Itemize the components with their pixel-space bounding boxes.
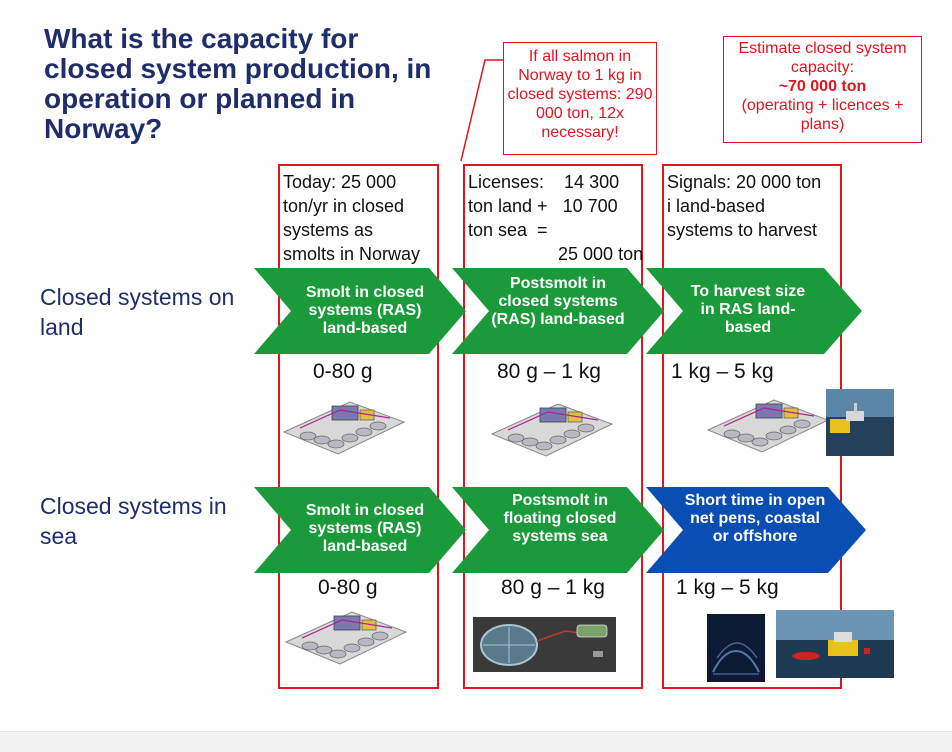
- callout-pointer: [455, 58, 507, 163]
- stage-text-sea-openpens: Short time in open net pens, coastal or offshore: [684, 492, 826, 545]
- ras-facility-image: [282, 602, 410, 672]
- ras-facility-image: [280, 392, 408, 462]
- callout-all-salmon: If all salmon in Norway to 1 kg in closed systems: 290 000 ton, 12x necessary!: [503, 42, 657, 155]
- stage-text-sea-smolt: Smolt in closed systems (RAS) land-based: [305, 502, 425, 555]
- column-header-today: Today: 25 000 ton/yr in closed systems as smolts in Norway: [283, 172, 421, 264]
- stage-text-land-postsmolt: Postsmolt in closed systems (RAS) land-based: [491, 275, 625, 328]
- weight-land-harvest: 1 kg – 5 kg: [671, 360, 774, 383]
- offshore-pen-photo: [826, 389, 894, 456]
- page-title: What is the capacity for closed system production, in operation or planned in Norway?: [44, 23, 432, 144]
- floating-closed-system-image: [473, 617, 616, 672]
- row-label-land: Closed systems on land: [40, 284, 235, 340]
- ras-facility-image: [704, 390, 832, 460]
- weight-sea-postsmolt: 80 g – 1 kg: [501, 576, 605, 599]
- column-header-licenses: Licenses: 14 300 ton land + 10 700 ton sea = 25 000 ton: [468, 172, 644, 264]
- ras-facility-image: [488, 394, 616, 464]
- weight-sea-harvest: 1 kg – 5 kg: [676, 576, 779, 599]
- column-header-signals: Signals: 20 000 ton i land-based systems to harvest: [667, 172, 822, 240]
- stage-text-land-smolt: Smolt in closed systems (RAS) land-based: [305, 284, 425, 337]
- callout-capacity-line1: Estimate closed system capacity:: [738, 40, 907, 76]
- callout-capacity-line3: (operating + licences + plans): [741, 97, 904, 133]
- weight-land-postsmolt: 80 g – 1 kg: [497, 360, 601, 383]
- stage-text-sea-postsmolt: Postsmolt in floating closed systems sea: [503, 492, 617, 545]
- weight-land-smolt: 0-80 g: [313, 360, 373, 383]
- offshore-pen-photo: [776, 610, 894, 678]
- net-pen-underwater-photo: [707, 614, 765, 682]
- callout-capacity-value: ~70 000 ton: [778, 78, 867, 95]
- row-label-sea: Closed systems in sea: [40, 493, 227, 549]
- callout-capacity-estimate: [723, 36, 922, 143]
- stage-text-land-harvest: To harvest size in RAS land-based: [690, 283, 806, 336]
- footer-bar: [0, 731, 952, 752]
- weight-sea-smolt: 0-80 g: [318, 576, 378, 599]
